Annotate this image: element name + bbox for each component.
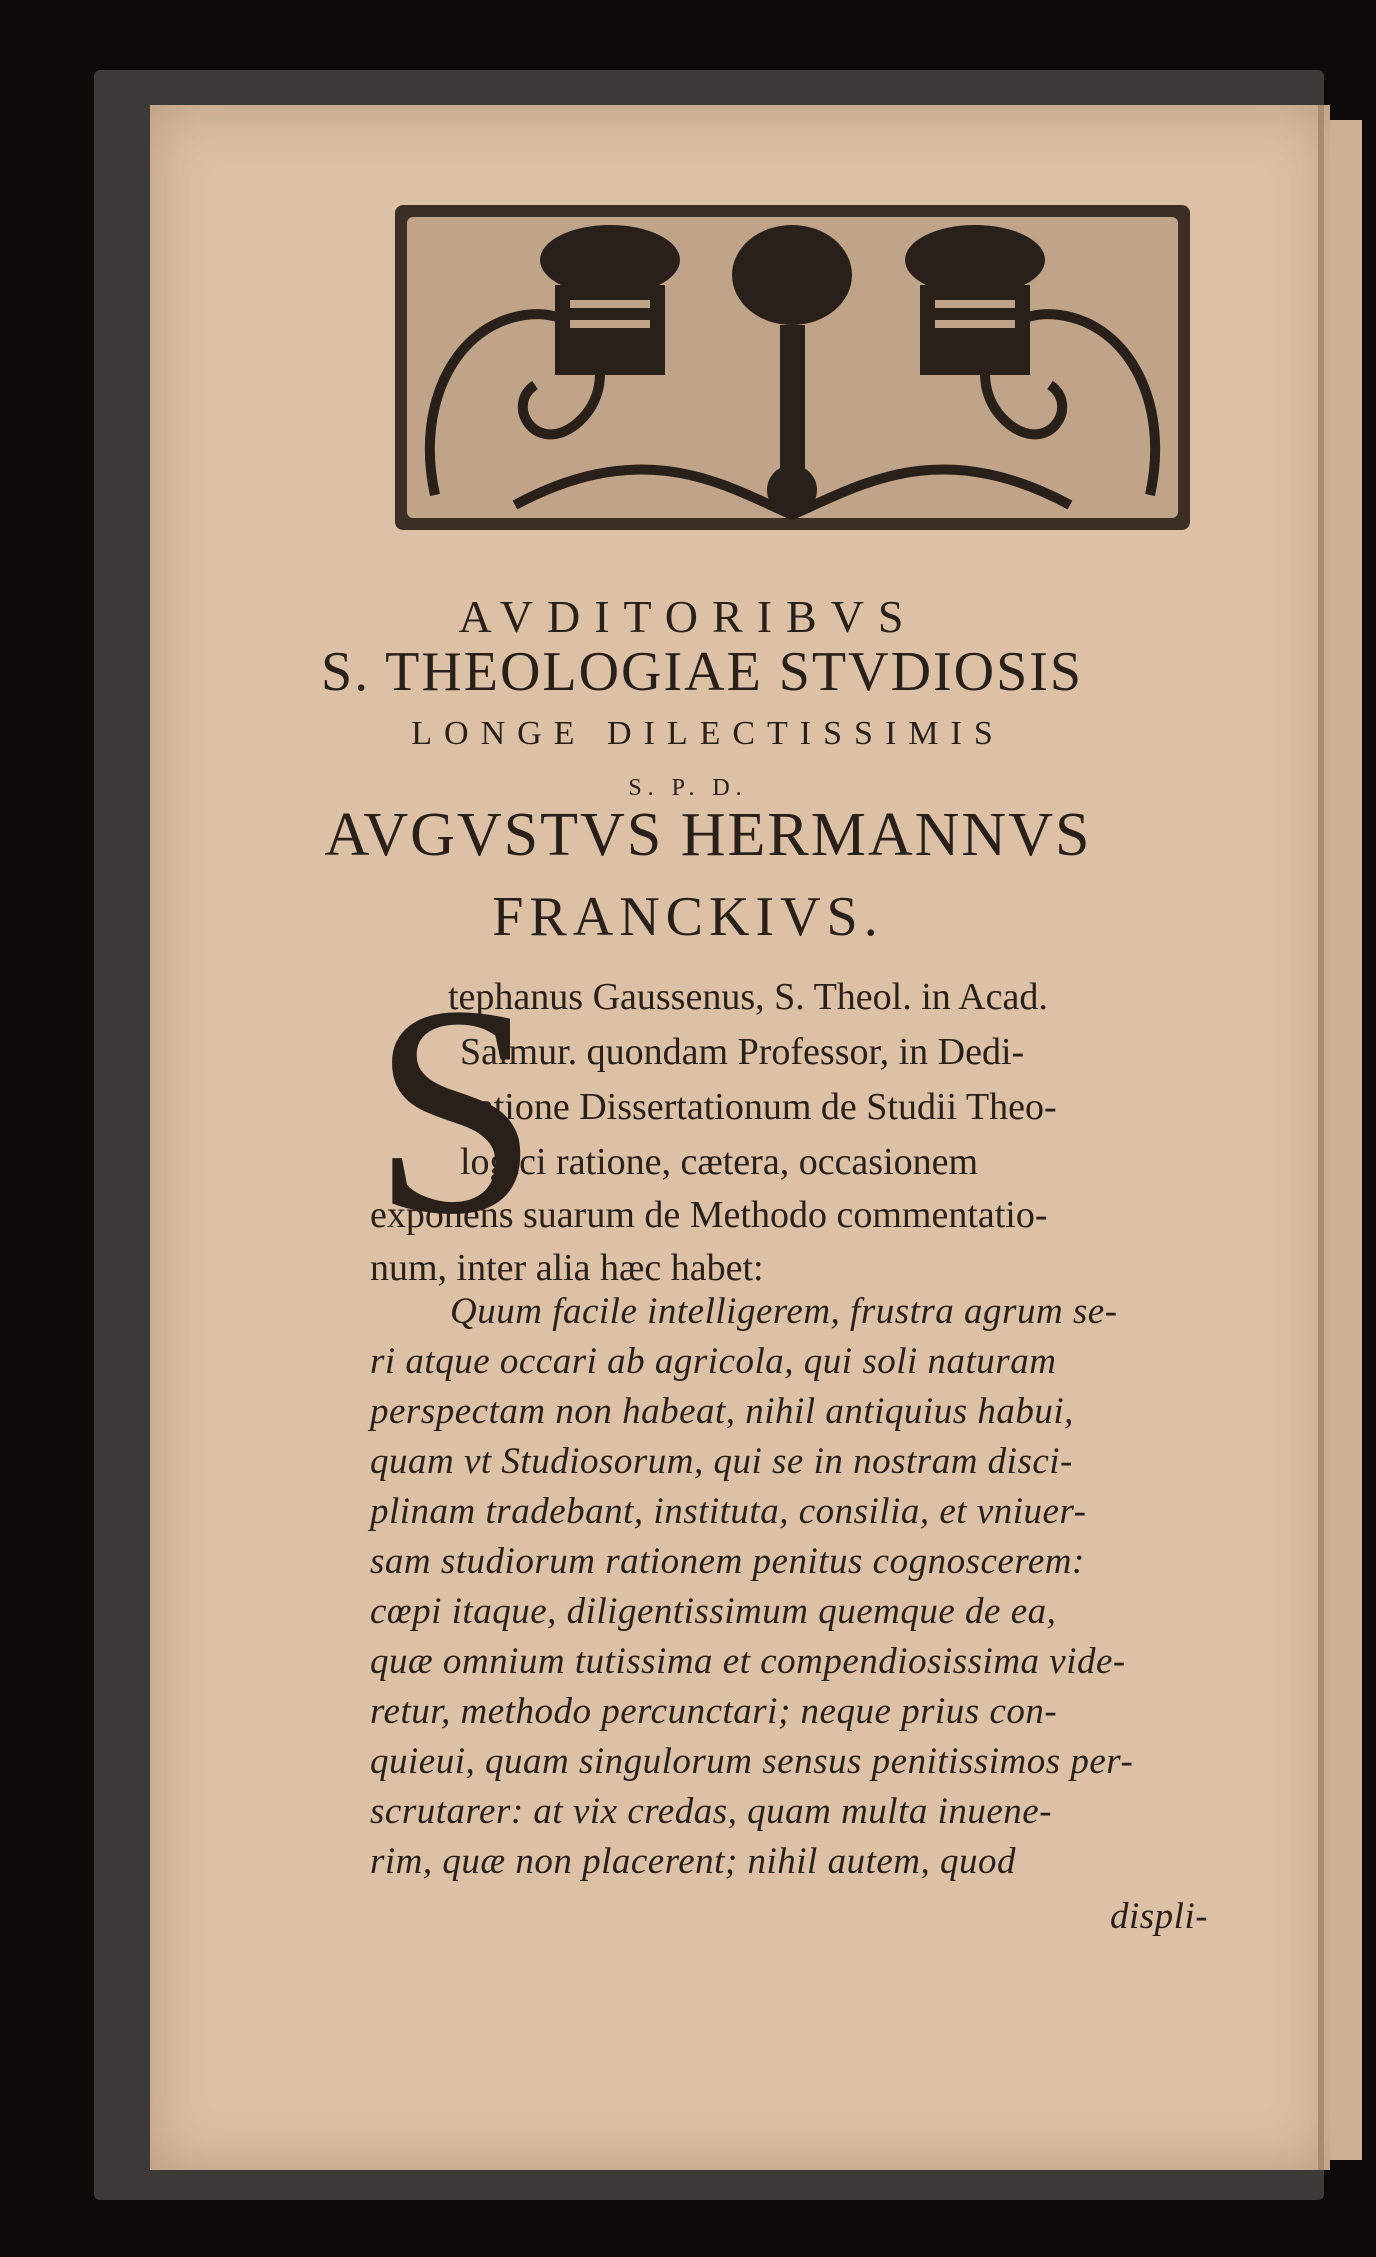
woodcut-ornament-headpiece	[395, 205, 1190, 530]
quote-line-12: rim, quæ non placerent; nihil autem, quod	[370, 1841, 1017, 1882]
quote-line-8: quæ omnium tutissima et compendiosissima vide-	[370, 1641, 1126, 1682]
intro-line-5: exponens suarum de Methodo commentatio-	[370, 1194, 1048, 1236]
quote-line-4: quam vt Studiosorum, qui se in nostram disci-	[370, 1441, 1073, 1482]
quote-line-3: perspectam non habeat, nihil antiquius habui,	[370, 1391, 1074, 1432]
heading-longe-dilectissimis: LONGE DILECTISSIMIS	[411, 715, 1005, 752]
drop-capital: S	[372, 944, 539, 1276]
heading-spd: S. P. D.	[628, 775, 748, 801]
intro-line-3: catione Dissertationum de Studii Theo-	[460, 1086, 1057, 1128]
intro-line-4: logici ratione, cætera, occasionem	[460, 1141, 979, 1183]
quote-line-1: Quum facile intelligerem, frustra agrum se-	[450, 1291, 1118, 1332]
heading-auditoribus: AVDITORIBVS	[458, 591, 918, 642]
intro-line-1: tephanus Gaussenus, S. Theol. in Acad.	[448, 976, 1048, 1018]
quote-line-2: ri atque occari ab agricola, qui soli naturam	[370, 1341, 1057, 1382]
quote-line-7: cœpi itaque, diligentissimum quemque de ea,	[370, 1591, 1057, 1632]
heading-franckius: FRANCKIVS.	[492, 886, 884, 948]
intro-line-6: num, inter alia hæc habet:	[370, 1247, 764, 1289]
quote-line-9: retur, methodo percunctari; neque prius con-	[370, 1691, 1058, 1732]
page-fold	[1318, 105, 1324, 2170]
quote-line-5: plinam tradebant, instituta, consilia, et vniuer-	[370, 1491, 1087, 1532]
heading-augustus-hermannus: AVGVSTVS HERMANNVS	[324, 801, 1092, 869]
catchword: displi-	[1110, 1896, 1209, 1937]
intro-line-2: Salmur. quondam Professor, in Dedi-	[460, 1031, 1025, 1073]
quote-line-10: quieui, quam singulorum sensus penitissimos per-	[370, 1741, 1134, 1782]
heading-theologiae-studiosis: S. THEOLOGIAE STVDIOSIS	[320, 641, 1084, 703]
quote-line-11: scrutarer: at vix credas, quam multa inuene-	[370, 1791, 1053, 1832]
quote-line-6: sam studiorum rationem penitus cognoscerem:	[370, 1541, 1085, 1582]
